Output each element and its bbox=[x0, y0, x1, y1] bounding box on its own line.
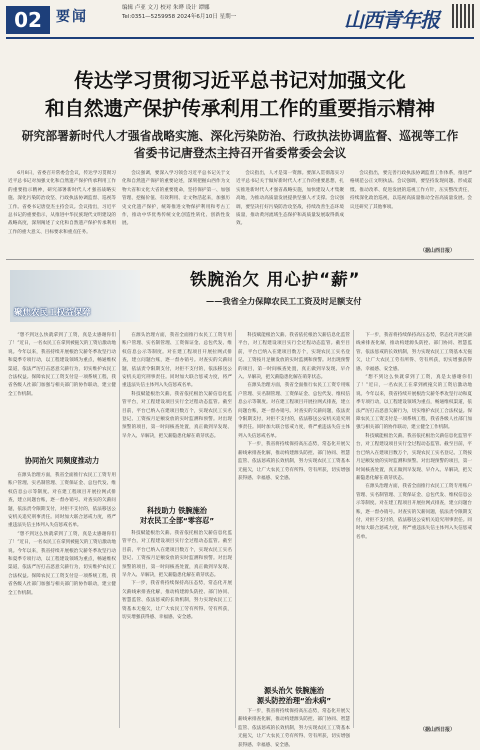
feature-headline: 铁腕治欠 用心护“薪” bbox=[190, 270, 361, 289]
qr-code-icon bbox=[452, 4, 476, 28]
lead-column-1: 6月8日，省委召开常委会会议，传达学习贯彻习近平总书记对加强文化和自然遗产保护传承利用工作的重要指示精神，研究部署新时代人才强省战略实施、深化污染防治攻坚、行政执法协调监督、巡视等工作。省委书记唐登杰主持会议。会议指出，习近平总书记的重要指示，从推进中华民族现代文明建设的战略高度，深刻阐述了文化和自然遗产保护传承利用工作的重大意义、目标要求和重点任务。 bbox=[8, 171, 116, 235]
section-divider bbox=[6, 259, 474, 260]
editorial-info bbox=[122, 4, 236, 22]
lead-column-4: 会议指出，要完善行政执法协调监督工作体系，推进严格规范公正文明执法。会议强调，要坚持发现问题、形成震慑、推动改革、促进发展的巡视工作方针，压实整改责任，持续深化政治巡视，以巡视高质量推动全省高质量发展。会议还研究了其他事项。 bbox=[350, 171, 472, 210]
headline-line1: 传达学习贯彻习近平总书记对加强文化 bbox=[74, 69, 406, 92]
feature-column-2b: 科技赋能根治欠薪。我省依托根治欠薪信息化监管平台，对工程建设项目实行全过程动态监管。截至目前，平台已纳入在建项目数万个，实现农民工实名登记、工资按月足额发放的实时监测和预警。对出现预警的项目，第一时间核查处置，真正做到早发现、早介入、早解决，把欠薪隐患化解在萌芽状态。 下一步，我省将持续保持高压态势，常态化开展欠薪线索排查化解，推动构建源头防控、部门协同、智慧监管、依法惩戒的长效机制，努力实现农民工工资基本无拖欠，让广大农民工劳有所得、劳有所获，切实增强获得感、幸福感、安全感。 bbox=[122, 531, 232, 621]
lead-column-3: 会议指出，人才是第一资源。要深入贯彻落实习近平总书记关于做好新时代人才工作的重要思想，扎实推进新时代人才强省战略实施，加快建设人才集聚高地，为推动高质量发展提供坚强人才支撑。会议强调，要坚决打好污染防治攻坚战，持续改善生态环境质量，推动黄河流域生态保护和高质量发展取得新成效。 bbox=[236, 171, 344, 227]
feature-column-4: 下一步，我省将持续保持高压态势，常态化开展欠薪线索排查化解，推动构建源头防控、部门协同、智慧监管、依法惩戒的长效机制，努力实现农民工工资基本无拖欠，让广大农民工劳有所得、劳有所获，切实增强获得感、幸福感、安全感。 “想不到这么快就拿到了工资，真是太感谢你们了！”近日，一名农民工在拿到被拖欠的工资后激动地说。今年以来，我省持续开展根治欠薪冬季攻坚行动和夏季专项行动，以工程建设领域为重点，畅通维权渠道，依法严厉打击恶意欠薪行为，切实维护农民工合法权益。保障农民工工资支付是一项系统工程，我省各级人社部门加强与相关部门的协作联动，建立健全工作机制。 科技赋能根治欠薪。我省依托根治欠薪信息化监管平台，对工程建设项目实行全过程动态监管。截至目前，平台已纳入在建项目数万个，实现农民工实名登记、工资按月足额发放的实时监测和预警。对出现预警的项目，第一时间核查处置，真正做到早发现、早介入、早解决，把欠薪隐患化解在萌芽状态。 在源头治理方面，我省全面推行农民工工资专用账户管理、实名制管理、工资保证金、总包代发、维权信息公示等制度。对在建工程项目开展拉网式排查，建立问题台账，逐一督办销号。对查实的欠薪问题，依法责令限期支付，对拒不支付的，依法移送公安机关追究刑事责任。同时加大联合惩戒力度，将严重违法失信主体列入失信惩戒名单。 bbox=[356, 333, 472, 540]
feature-subhead-2-line1: 科技助力 铁腕施治 bbox=[146, 506, 207, 515]
feature-column-3b: 下一步，我省将持续保持高压态势，常态化开展欠薪线索排查化解，推动构建源头防控、部门协同、智慧监管、依法惩戒的长效机制，努力实现农民工工资基本无拖欠，让广大农民工劳有所得、劳有所获，切实增强获得感、幸福感、安全感。 bbox=[238, 709, 350, 748]
lead-column-2: 会议强调，要深入学习领会习近平总书记关于文化和自然遗产保护的重要论述，深刻把握山西作为文物大省和文化大省的重要使命，坚持保护第一、加强管理、挖掘价值、有效利用、让文物活起来，加强历史文化遗产保护，统筹推进文物保护利用和考古工作，推动中华优秀传统文化创造性转化、创新性发展。 bbox=[122, 171, 230, 227]
feature-subhead-3-line2: 源头防控治理“治未病” bbox=[256, 696, 332, 705]
contact-date: Tel:0351—5259958 2024年6月10日 星期一 bbox=[122, 14, 237, 20]
feature-subheadline: ——我省全力保障农民工工资及时足额支付 bbox=[206, 296, 362, 306]
feature-subhead-3-line1: 源头治欠 铁腕施治 bbox=[263, 686, 324, 695]
feature-column-2a: 在源头治理方面，我省全面推行农民工工资专用账户管理、实名制管理、工资保证金、总包代发、维权信息公示等制度。对在建工程项目开展拉网式排查，建立问题台账，逐一督办销号。对查实的欠薪问题，依法责令限期支付，对拒不支付的，依法移送公安机关追究刑事责任。同时加大联合惩戒力度，将严重违法失信主体列入失信惩戒名单。 科技赋能根治欠薪。我省依托根治欠薪信息化监管平台，对工程建设项目实行全过程动态监管。截至目前，平台已纳入在建项目数万个，实现农民工实名登记、工资按月足额发放的实时监测和预警。对出现预警的项目，第一时间核查处置，真正做到早发现、早介入、早解决，把欠薪隐患化解在萌芽状态。 bbox=[122, 333, 232, 439]
feature-banner-image bbox=[10, 270, 140, 322]
lead-source: （据山西日报） bbox=[420, 248, 456, 254]
feature-subhead-2 bbox=[122, 506, 232, 526]
masthead-logo: 山西青年报 bbox=[344, 8, 439, 32]
column-separator bbox=[235, 330, 236, 728]
page-number: 02 bbox=[6, 6, 50, 34]
feature-subhead-1: 协同治欠 同频度推动力 bbox=[24, 456, 100, 465]
headline-line2: 和自然遗产保护传承利用工作的重要指示精神 bbox=[44, 97, 435, 120]
column-separator bbox=[353, 330, 354, 728]
column-separator bbox=[119, 330, 120, 728]
feature-column-3a: 科技赋能根治欠薪。我省依托根治欠薪信息化监管平台，对工程建设项目实行全过程动态监管。截至目前，平台已纳入在建项目数万个，实现农民工实名登记、工资按月足额发放的实时监测和预警。对出现预警的项目，第一时间核查处置，真正做到早发现、早介入、早解决，把欠薪隐患化解在萌芽状态。 在源头治理方面，我省全面推行农民工工资专用账户管理、实名制管理、工资保证金、总包代发、维权信息公示等制度。对在建工程项目开展拉网式排查，建立问题台账，逐一督办销号。对查实的欠薪问题，依法责令限期支付，对拒不支付的，依法移送公安机关追究刑事责任。同时加大联合惩戒力度，将严重违法失信主体列入失信惩戒名单。 下一步，我省将持续保持高压态势，常态化开展欠薪线索排查化解，推动构建源头防控、部门协同、智慧监管、依法惩戒的长效机制，努力实现农民工工资基本无拖欠，让广大农民工劳有所得、劳有所获，切实增强获得感、幸福感、安全感。 bbox=[238, 333, 350, 481]
editorial-staff: 编辑 卢亚 文刀 校对 朱晔 设计 谭娜 bbox=[122, 5, 210, 11]
feature-column-1a: “想不到这么快就拿到了工资，真是太感谢你们了！”近日，一名农民工在拿到被拖欠的工资后激动地说。今年以来，我省持续开展根治欠薪冬季攻坚行动和夏季专项行动，以工程建设领域为重点，畅通维权渠道，依法严厉打击恶意欠薪行为，切实维护农民工合法权益。保障农民工工资支付是一项系统工程，我省各级人社部门加强与相关部门的协作联动，建立健全工作机制。 bbox=[8, 333, 117, 397]
section-title: 要闻 bbox=[56, 9, 88, 25]
feature-column-1b: 在源头治理方面，我省全面推行农民工工资专用账户管理、实名制管理、工资保证金、总包代发、维权信息公示等制度。对在建工程项目开展拉网式排查，建立问题台账，逐一督办销号。对查实的欠薪问题，依法责令限期支付，对拒不支付的，依法移送公安机关追究刑事责任。同时加大联合惩戒力度，将严重违法失信主体列入失信惩戒名单。 “想不到这么快就拿到了工资，真是太感谢你们了！”近日，一名农民工在拿到被拖欠的工资后激动地说。今年以来，我省持续开展根治欠薪冬季攻坚行动和夏季专项行动，以工程建设领域为重点，畅通维权渠道，依法严厉打击恶意欠薪行为，切实维护农民工合法权益。保障农民工工资支付是一项系统工程，我省各级人社部门加强与相关部门的协作联动，建立健全工作机制。 bbox=[8, 473, 117, 596]
page-header bbox=[0, 0, 480, 40]
header-rule bbox=[6, 37, 474, 39]
feature-source: （据山西日报） bbox=[420, 727, 456, 733]
feature-banner-label: 聚焦农民工权益保障 bbox=[14, 308, 91, 318]
feature-subhead-3 bbox=[238, 686, 350, 706]
subheadline-line2: 省委书记唐登杰主持召开省委常委会会议 bbox=[133, 146, 347, 160]
subheadline-line1: 研究部署新时代人才强省战略实施、深化污染防治、行政执法协调监督、巡视等工作 bbox=[21, 129, 459, 143]
feature-subhead-2-line2: 对农民工全部“零容忍” bbox=[139, 516, 215, 525]
